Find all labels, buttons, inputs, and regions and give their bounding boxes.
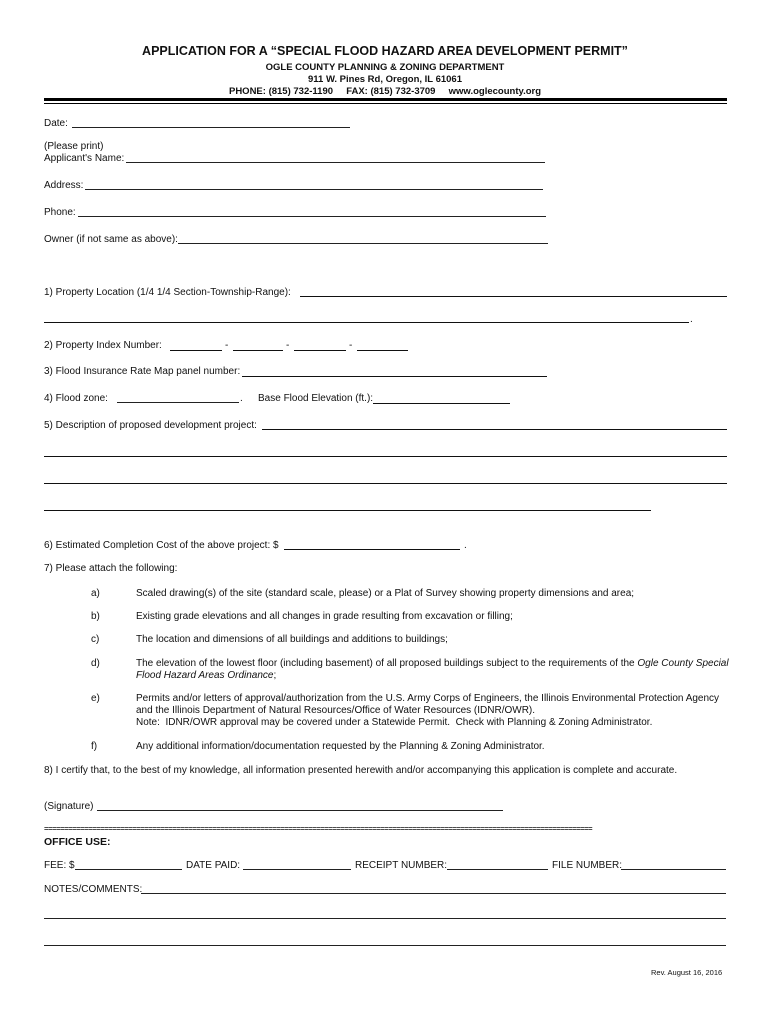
notes-field-1[interactable]	[141, 893, 726, 894]
notes-field-3[interactable]	[44, 945, 726, 946]
attachment-e-letter: e)	[91, 693, 100, 704]
attachments-label: 7) Please attach the following:	[44, 563, 178, 574]
receipt-number-label: RECEIPT NUMBER:	[355, 860, 448, 871]
office-use-heading: OFFICE USE:	[44, 836, 111, 848]
flood-zone-field[interactable]	[117, 402, 239, 403]
attachment-d-ordinance: Ogle County Special	[637, 658, 729, 669]
pin-dash-3: -	[349, 340, 353, 351]
office-separator: =========================================================================================================================================	[44, 826, 593, 834]
property-location-field-2[interactable]	[44, 322, 689, 323]
completion-cost-label: 6) Estimated Completion Cost of the above project: $	[44, 540, 279, 551]
header-divider	[44, 98, 727, 101]
attachment-d-end: ;	[273, 670, 277, 681]
pin-field-1[interactable]	[170, 350, 222, 351]
department-contact: PHONE: (815) 732-1190 FAX: (815) 732-3709 www.oglecounty.org	[228, 86, 542, 97]
phone-field[interactable]	[78, 216, 546, 217]
date-paid-label: DATE PAID:	[186, 860, 241, 871]
signature-label: (Signature)	[44, 801, 94, 812]
pin-field-2[interactable]	[233, 350, 283, 351]
firm-panel-label: 3) Flood Insurance Rate Map panel number:	[44, 366, 241, 377]
attachment-d-line-1	[136, 658, 729, 669]
applicant-name-field[interactable]	[126, 162, 545, 163]
applicant-name-label: Applicant's Name:	[44, 153, 125, 164]
attachment-b-text: Existing grade elevations and all changes in grade resulting from excavation or filling;	[136, 611, 513, 622]
attachment-d-line-2	[136, 670, 276, 681]
signature-field[interactable]	[97, 810, 503, 811]
attachment-c-letter: c)	[91, 634, 100, 645]
pin-field-3[interactable]	[294, 350, 346, 351]
attachment-d-ordinance-cont: Flood Hazard Areas Ordinance	[136, 670, 274, 681]
firm-panel-field[interactable]	[242, 376, 547, 377]
phone-label: Phone:	[44, 207, 76, 218]
property-index-label: 2) Property Index Number:	[44, 340, 162, 351]
attachment-d-letter: d)	[91, 658, 100, 669]
property-location-field[interactable]	[300, 296, 727, 297]
property-location-period: .	[690, 314, 693, 325]
base-flood-elevation-field[interactable]	[373, 403, 510, 404]
department-address: 911 W. Pines Rd, Oregon, IL 61061	[308, 74, 462, 85]
pin-dash-1: -	[225, 340, 229, 351]
fee-label: FEE: $	[44, 860, 75, 871]
attachment-b-letter: b)	[91, 611, 100, 622]
project-description-field-3[interactable]	[44, 483, 727, 484]
attachment-f-text: Any additional information/documentation requested by the Planning & Zoning Administrator.	[136, 741, 545, 752]
attachment-c-text: The location and dimensions of all buildings and additions to buildings;	[136, 634, 448, 645]
file-number-field[interactable]	[621, 869, 726, 870]
address-field[interactable]	[85, 189, 543, 190]
owner-label: Owner (if not same as above):	[44, 234, 178, 245]
header-divider-thin	[44, 103, 727, 104]
attachment-f-letter: f)	[91, 741, 98, 752]
pin-field-4[interactable]	[357, 350, 408, 351]
flood-zone-label: 4) Flood zone:	[44, 393, 108, 404]
attachment-d-text: The elevation of the lowest floor (including basement) of all proposed buildings subject to the requirements of the	[136, 658, 638, 669]
file-number-label: FILE NUMBER:	[552, 860, 623, 871]
attachment-e-line-2: and the Illinois Department of Natural Resources/Office of Water Resources (IDNR/OWR).	[136, 705, 536, 716]
date-field[interactable]	[72, 127, 350, 128]
completion-cost-period: .	[464, 540, 467, 551]
flood-zone-period: .	[240, 393, 243, 404]
certification-text: 8) I certify that, to the best of my knowledge, all information presented herewith and/or accompanying this application is complete and accurate.	[44, 765, 678, 776]
property-location-label: 1) Property Location (1/4 1/4 Section-Township-Range):	[44, 287, 291, 298]
date-label: Date:	[44, 118, 68, 129]
department-name: OGLE COUNTY PLANNING & ZONING DEPARTMENT	[265, 62, 505, 73]
attachment-a-text: Scaled drawing(s) of the site (standard scale, please) or a Plat of Survey showing property dimensions and area;	[136, 588, 635, 599]
completion-cost-field[interactable]	[284, 549, 460, 550]
address-label: Address:	[44, 180, 84, 191]
attachment-a-letter: a)	[91, 588, 100, 599]
project-description-field-2[interactable]	[44, 456, 727, 457]
notes-field-2[interactable]	[44, 918, 726, 919]
fee-field[interactable]	[75, 869, 182, 870]
project-description-label: 5) Description of proposed development project:	[44, 420, 257, 431]
form-title: APPLICATION FOR A “SPECIAL FLOOD HAZARD AREA DEVELOPMENT PERMIT”	[142, 44, 628, 58]
revision-date: Rev. August 16, 2016	[651, 968, 723, 977]
base-flood-elevation-label: Base Flood Elevation (ft.):	[258, 393, 374, 404]
owner-field[interactable]	[178, 243, 548, 244]
project-description-field-4[interactable]	[44, 510, 651, 511]
project-description-field-1[interactable]	[262, 429, 727, 430]
please-print-note: (Please print)	[44, 141, 104, 152]
pin-dash-2: -	[286, 340, 290, 351]
date-paid-field[interactable]	[243, 869, 351, 870]
attachment-e-line-1: Permits and/or letters of approval/authorization from the U.S. Army Corps of Engineers, the Illinois Environmental Protection Agency	[136, 693, 720, 704]
attachment-e-note: Note: IDNR/OWR approval may be covered under a Statewide Permit. Check with Planning & Zoning Administrator.	[136, 717, 653, 728]
receipt-number-field[interactable]	[447, 869, 548, 870]
notes-label: NOTES/COMMENTS:	[44, 884, 143, 895]
